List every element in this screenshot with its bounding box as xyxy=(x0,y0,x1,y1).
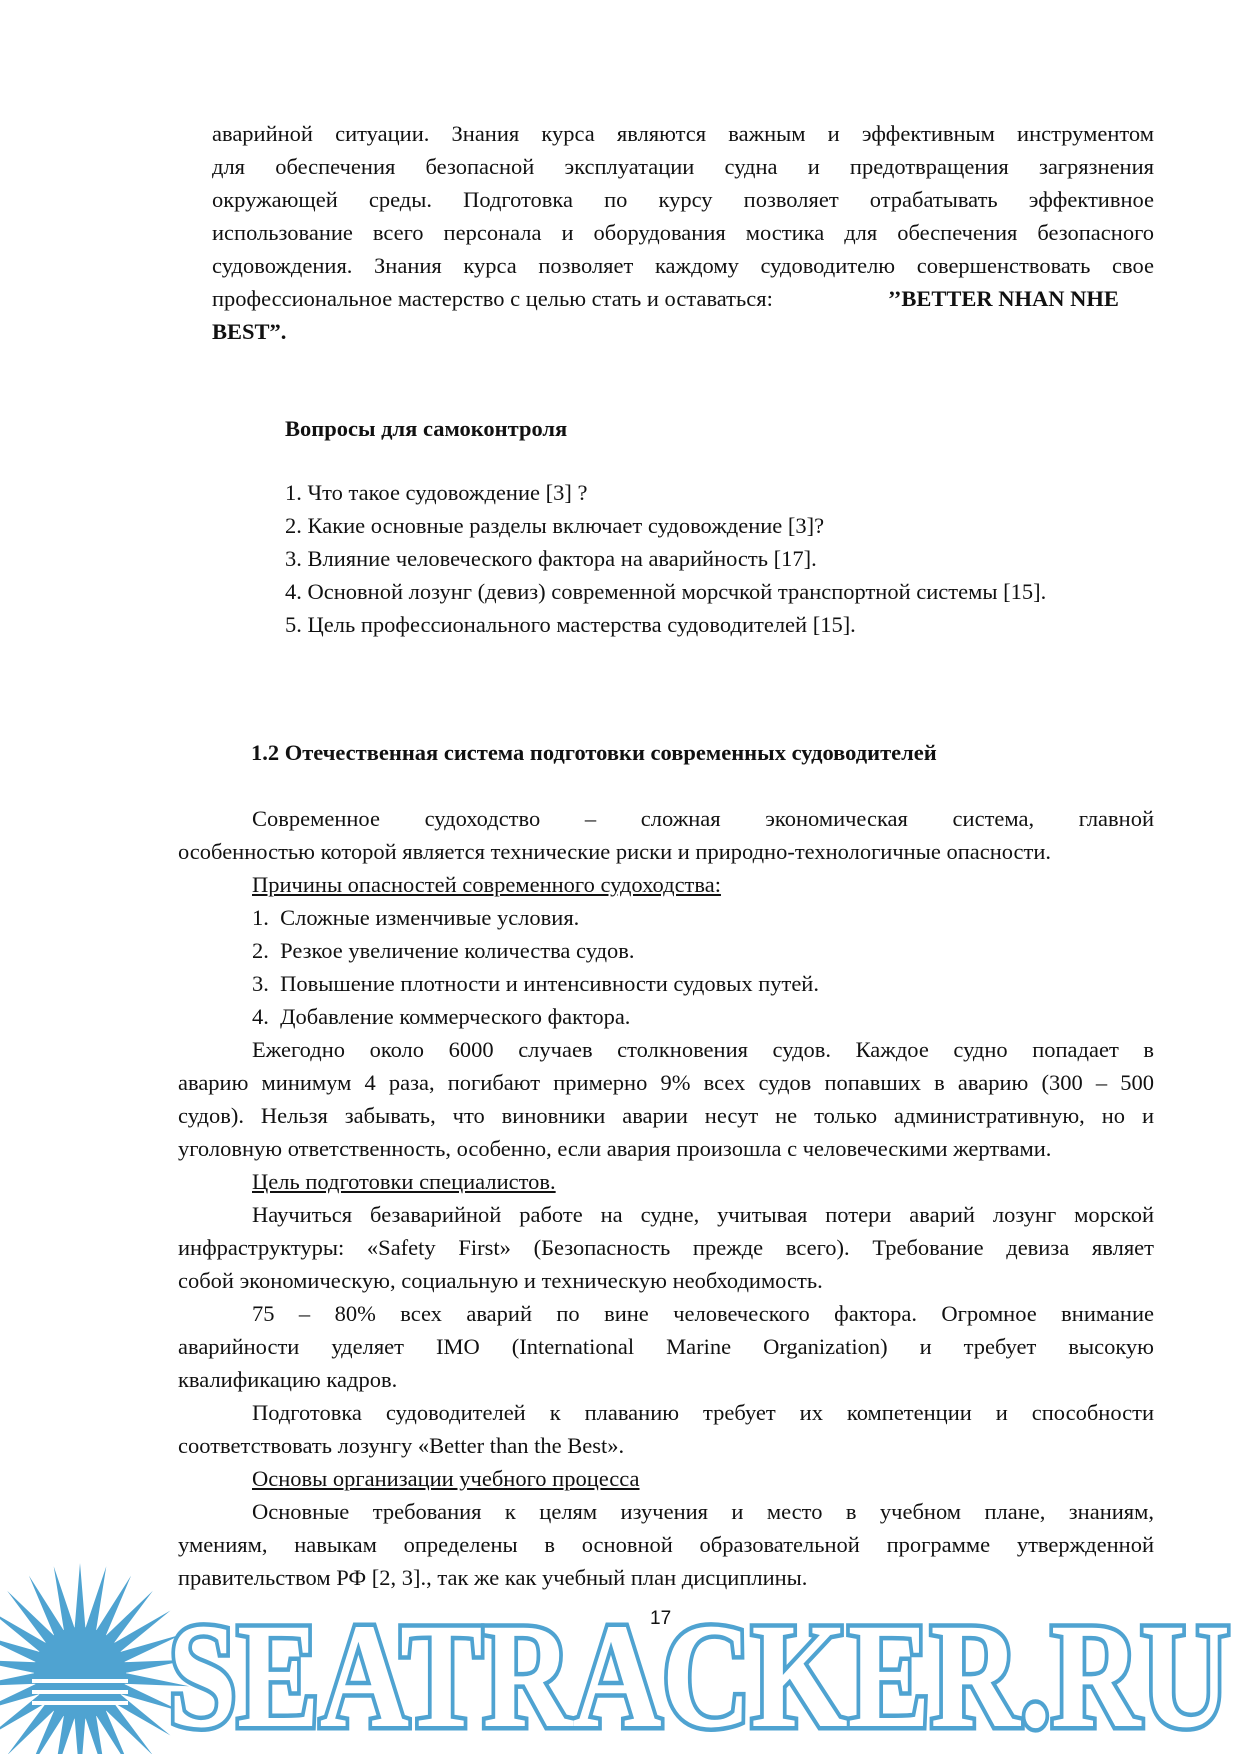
watermark xyxy=(0,1548,1240,1754)
intro-line: аварийной ситуации. Знания курса являются важным и эффективным инструментом xyxy=(212,121,1154,146)
intro-line: для обеспечения безопасной эксплуатации судна и предотвращения загрязнения xyxy=(212,154,1154,179)
watermark-graphic xyxy=(0,1548,1240,1754)
cause-item: 1. Сложные изменчивые условия. xyxy=(252,905,580,930)
paragraph-line: инфраструктуры: «Safety First» (Безопасность прежде всего). Требование девиза являет xyxy=(178,1235,1154,1260)
causes-heading: Причины опасностей современного судоходства: xyxy=(252,872,721,897)
sun-icon xyxy=(0,1563,189,1754)
cause-item: 2. Резкое увеличение количества судов. xyxy=(252,938,635,963)
question-item: 3. Влияние человеческого фактора на аварийность [17]. xyxy=(285,546,817,571)
question-item: 5. Цель профессионального мастерства судоводителей [15]. xyxy=(285,612,856,637)
question-item: 4. Основной лозунг (девиз) современной морсчкой транспортной системы [15]. xyxy=(285,579,1047,604)
paragraph-line: Основные требования к целям изучения и место в учебном плане, знаниям, xyxy=(252,1499,1154,1524)
paragraph-line: соответствовать лозунгу «Better than the Best». xyxy=(178,1433,625,1458)
questions-title: Вопросы для самоконтроля xyxy=(285,416,568,441)
watermark-text: SEATRACKER.RU xyxy=(168,1593,1230,1754)
paragraph-line: Современное судоходство – сложная экономическая система, главной xyxy=(252,806,1154,831)
paragraph-line: квалификацию кадров. xyxy=(178,1367,398,1392)
paragraph-line: уголовную ответственность, особенно, если авария произошла с человеческими жертвами. xyxy=(178,1136,1052,1161)
paragraph-line: судов). Нельзя забывать, что виновники аварии несут не только административную, но и xyxy=(178,1103,1154,1128)
paragraph-line: Ежегодно около 6000 случаев столкновения судов. Каждое судно попадает в xyxy=(252,1037,1154,1062)
cause-item: 4. Добавление коммерческого фактора. xyxy=(252,1004,631,1029)
intro-line: использование всего персонала и оборудования мостика для обеспечения безопасного xyxy=(212,220,1154,245)
cause-item: 3. Повышение плотности и интенсивности судовых путей. xyxy=(252,971,819,996)
paragraph-line: 75 – 80% всех аварий по вине человеческого фактора. Огромное внимание xyxy=(252,1301,1154,1326)
paragraph-line: аварийности уделяет IMO (International Marine Organization) и требует высокую xyxy=(178,1334,1154,1359)
goal-heading: Цель подготовки специалистов. xyxy=(252,1169,556,1194)
question-item: 1. Что такое судовождение [3] ? xyxy=(285,480,588,505)
paragraph-line: аварию минимум 4 раза, погибают примерно 9% всех судов попавших в аварию (300 – 500 xyxy=(178,1070,1154,1095)
intro-line: окружающей среды. Подготовка по курсу позволяет отрабатывать эффективное xyxy=(212,187,1154,212)
question-item: 2. Какие основные разделы включает судовождение [3]? xyxy=(285,513,825,538)
paragraph-line: умениям, навыкам определены в основной образовательной программе утвержденной xyxy=(178,1532,1154,1557)
section-heading: 1.2 Отечественная система подготовки современных судоводителей xyxy=(251,740,937,765)
intro-line: судовождения. Знания курса позволяет каждому судоводителю совершенствовать свое xyxy=(212,253,1154,278)
paragraph-line: собой экономическую, социальную и техническую необходимость. xyxy=(178,1268,823,1293)
paragraph-line: Подготовка судоводителей к плаванию требует их компетенции и способности xyxy=(252,1400,1154,1425)
paragraph-line: Научиться безаварийной работе на судне, учитывая потери аварий лозунг морской xyxy=(252,1202,1154,1227)
page-number: 17 xyxy=(650,1608,672,1629)
intro-line: профессиональное мастерство с целью стать и оставаться: xyxy=(212,286,773,311)
org-heading: Основы организации учебного процесса xyxy=(252,1466,640,1491)
motto: BEST”. xyxy=(212,319,287,344)
motto: ’’BETTER NHAN NHE xyxy=(888,286,1119,311)
paragraph-line: правительством РФ [2, 3]., так же как учебный план дисциплины. xyxy=(178,1565,808,1590)
paragraph-line: особенностью которой является технические риски и природно-технологичные опасности. xyxy=(178,839,1052,864)
